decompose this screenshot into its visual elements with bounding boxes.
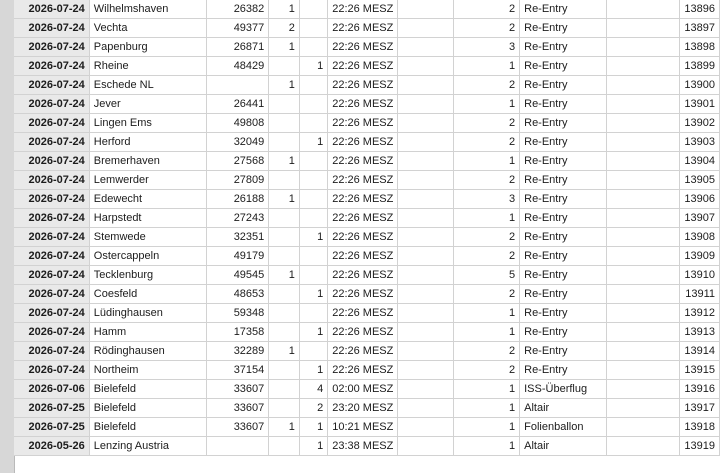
cell-place[interactable]: Edewecht	[89, 190, 206, 209]
cell-empty[interactable]	[398, 285, 454, 304]
cell-place[interactable]: Jever	[89, 95, 206, 114]
cell-time[interactable]: 22:26 MESZ	[328, 228, 398, 247]
cell-time[interactable]: 22:26 MESZ	[328, 342, 398, 361]
cell-count[interactable]: 2	[454, 76, 520, 95]
cell-empty[interactable]	[606, 19, 679, 38]
cell-count-b[interactable]	[299, 209, 327, 228]
cell-empty[interactable]	[606, 57, 679, 76]
cell-id[interactable]: 13913	[680, 323, 720, 342]
table-row	[14, 95, 720, 114]
cell-count[interactable]: 1	[454, 323, 520, 342]
table-row	[14, 19, 720, 38]
cell-postal-code[interactable]: 26871	[207, 38, 269, 57]
cell-empty[interactable]	[398, 228, 454, 247]
table-row	[14, 38, 720, 57]
table-row	[14, 342, 720, 361]
cell-empty[interactable]	[606, 190, 679, 209]
cell-count-b[interactable]	[299, 190, 327, 209]
cell-empty[interactable]	[606, 399, 679, 418]
cell-empty[interactable]	[398, 399, 454, 418]
cell-type[interactable]: Re-Entry	[520, 266, 607, 285]
cell-date[interactable]: 2026-07-24	[14, 190, 89, 209]
cell-place[interactable]: Bielefeld	[89, 399, 206, 418]
table-row	[14, 285, 720, 304]
cell-date[interactable]: 2026-07-24	[14, 133, 89, 152]
cell-empty[interactable]	[398, 152, 454, 171]
cell-date[interactable]: 2026-07-24	[14, 19, 89, 38]
cell-count-a[interactable]	[269, 304, 300, 323]
cell-time[interactable]: 22:26 MESZ	[328, 114, 398, 133]
cell-type[interactable]: Re-Entry	[520, 247, 607, 266]
cell-postal-code[interactable]: 33607	[207, 399, 269, 418]
cell-time[interactable]: 23:38 MESZ	[328, 437, 398, 456]
cell-postal-code[interactable]	[207, 76, 269, 95]
cell-place[interactable]: Hamm	[89, 323, 206, 342]
cell-type[interactable]: Re-Entry	[520, 152, 607, 171]
cell-time[interactable]: 02:00 MESZ	[328, 380, 398, 399]
cell-empty[interactable]	[606, 133, 679, 152]
cell-empty[interactable]	[398, 114, 454, 133]
cell-date[interactable]: 2026-07-24	[14, 304, 89, 323]
cell-empty[interactable]	[606, 152, 679, 171]
cell-id[interactable]: 13917	[680, 399, 720, 418]
cell-id[interactable]: 13898	[680, 38, 720, 57]
cell-time[interactable]: 22:26 MESZ	[328, 171, 398, 190]
cell-time[interactable]: 22:26 MESZ	[328, 190, 398, 209]
cell-count-b[interactable]: 1	[299, 361, 327, 380]
cell-count[interactable]: 1	[454, 399, 520, 418]
cell-count[interactable]: 1	[454, 152, 520, 171]
cell-postal-code[interactable]: 49545	[207, 266, 269, 285]
cell-count[interactable]: 1	[454, 380, 520, 399]
cell-place[interactable]: Rödinghausen	[89, 342, 206, 361]
cell-id[interactable]: 13896	[680, 0, 720, 19]
cell-type[interactable]: Re-Entry	[520, 361, 607, 380]
cell-count-a[interactable]	[269, 323, 300, 342]
cell-postal-code[interactable]: 32289	[207, 342, 269, 361]
cell-id[interactable]: 13901	[680, 95, 720, 114]
cell-count-a[interactable]	[269, 285, 300, 304]
cell-count-b[interactable]	[299, 76, 327, 95]
cell-count[interactable]: 1	[454, 209, 520, 228]
cell-empty[interactable]	[606, 285, 679, 304]
cell-empty[interactable]	[398, 19, 454, 38]
cell-empty[interactable]	[398, 304, 454, 323]
cell-empty[interactable]	[606, 342, 679, 361]
cell-count-b[interactable]	[299, 114, 327, 133]
cell-empty[interactable]	[398, 266, 454, 285]
cell-date[interactable]: 2026-07-24	[14, 152, 89, 171]
cell-postal-code[interactable]: 27809	[207, 171, 269, 190]
cell-id[interactable]: 13909	[680, 247, 720, 266]
cell-count-b[interactable]: 1	[299, 437, 327, 456]
cell-type[interactable]: Re-Entry	[520, 0, 607, 19]
cell-count-b[interactable]: 4	[299, 380, 327, 399]
table-row	[14, 228, 720, 247]
cell-date[interactable]: 2026-07-24	[14, 57, 89, 76]
cell-postal-code[interactable]	[207, 437, 269, 456]
cell-count[interactable]: 2	[454, 285, 520, 304]
cell-count[interactable]: 2	[454, 342, 520, 361]
cell-empty[interactable]	[398, 247, 454, 266]
cell-count[interactable]: 2	[454, 133, 520, 152]
cell-place[interactable]: Herford	[89, 133, 206, 152]
cell-type[interactable]: Re-Entry	[520, 342, 607, 361]
table-row	[14, 133, 720, 152]
cell-count[interactable]: 2	[454, 114, 520, 133]
cell-id[interactable]: 13916	[680, 380, 720, 399]
table-row	[14, 114, 720, 133]
cell-time[interactable]: 22:26 MESZ	[328, 19, 398, 38]
cell-place[interactable]: Lingen Ems	[89, 114, 206, 133]
cell-empty[interactable]	[606, 418, 679, 437]
cell-count-b[interactable]	[299, 342, 327, 361]
cell-id[interactable]: 13908	[680, 228, 720, 247]
cell-place[interactable]: Wilhelmshaven	[89, 0, 206, 19]
table-row	[14, 152, 720, 171]
cell-empty[interactable]	[398, 38, 454, 57]
cell-count-b[interactable]: 1	[299, 133, 327, 152]
data-grid	[14, 0, 720, 456]
cell-count-a[interactable]	[269, 114, 300, 133]
cell-date[interactable]: 2026-07-24	[14, 247, 89, 266]
cell-time[interactable]: 22:26 MESZ	[328, 152, 398, 171]
table-row	[14, 209, 720, 228]
cell-id[interactable]: 13899	[680, 57, 720, 76]
cell-id[interactable]: 13900	[680, 76, 720, 95]
cell-type[interactable]: Re-Entry	[520, 133, 607, 152]
cell-time[interactable]: 22:26 MESZ	[328, 133, 398, 152]
cell-place[interactable]: Eschede NL	[89, 76, 206, 95]
cell-place[interactable]: Stemwede	[89, 228, 206, 247]
cell-count-b[interactable]	[299, 38, 327, 57]
cell-time[interactable]: 22:26 MESZ	[328, 209, 398, 228]
cell-postal-code[interactable]: 59348	[207, 304, 269, 323]
cell-count-b[interactable]	[299, 152, 327, 171]
table-row	[14, 57, 720, 76]
cell-type[interactable]: Re-Entry	[520, 19, 607, 38]
cell-empty[interactable]	[398, 0, 454, 19]
cell-count-a[interactable]	[269, 247, 300, 266]
cell-count-a[interactable]: 1	[269, 342, 300, 361]
cell-empty[interactable]	[606, 114, 679, 133]
cell-postal-code[interactable]: 49179	[207, 247, 269, 266]
cell-id[interactable]: 13906	[680, 190, 720, 209]
cell-empty[interactable]	[606, 228, 679, 247]
cell-count-a[interactable]	[269, 437, 300, 456]
cell-id[interactable]: 13910	[680, 266, 720, 285]
cell-date[interactable]: 2026-07-24	[14, 171, 89, 190]
cell-empty[interactable]	[606, 95, 679, 114]
cell-count-b[interactable]	[299, 19, 327, 38]
cell-empty[interactable]	[398, 57, 454, 76]
cell-time[interactable]: 22:26 MESZ	[328, 38, 398, 57]
cell-place[interactable]: Tecklenburg	[89, 266, 206, 285]
cell-type[interactable]: Re-Entry	[520, 38, 607, 57]
cell-date[interactable]: 2026-07-24	[14, 0, 89, 19]
cell-empty[interactable]	[606, 38, 679, 57]
cell-empty[interactable]	[398, 171, 454, 190]
cell-empty[interactable]	[398, 418, 454, 437]
cell-id[interactable]: 13905	[680, 171, 720, 190]
cell-count[interactable]: 2	[454, 361, 520, 380]
cell-count-a[interactable]: 1	[269, 38, 300, 57]
cell-empty[interactable]	[606, 76, 679, 95]
cell-time[interactable]: 22:26 MESZ	[328, 57, 398, 76]
cell-date[interactable]: 2026-07-24	[14, 361, 89, 380]
cell-place[interactable]: Bielefeld	[89, 380, 206, 399]
cell-type[interactable]: Altair	[520, 399, 607, 418]
cell-date[interactable]: 2026-05-26	[14, 437, 89, 456]
cell-count[interactable]: 1	[454, 437, 520, 456]
cell-place[interactable]: Bielefeld	[89, 418, 206, 437]
cell-id[interactable]: 13897	[680, 19, 720, 38]
cell-count-a[interactable]: 1	[269, 152, 300, 171]
cell-postal-code[interactable]: 26188	[207, 190, 269, 209]
cell-empty[interactable]	[398, 380, 454, 399]
cell-date[interactable]: 2026-07-24	[14, 38, 89, 57]
cell-type[interactable]: Re-Entry	[520, 171, 607, 190]
cell-time[interactable]: 22:26 MESZ	[328, 76, 398, 95]
cell-count-a[interactable]	[269, 209, 300, 228]
cell-date[interactable]: 2026-07-06	[14, 380, 89, 399]
cell-empty[interactable]	[398, 323, 454, 342]
cell-count[interactable]: 1	[454, 57, 520, 76]
cell-date[interactable]: 2026-07-24	[14, 323, 89, 342]
cell-count[interactable]: 1	[454, 304, 520, 323]
cell-count-a[interactable]	[269, 133, 300, 152]
cell-id[interactable]: 13903	[680, 133, 720, 152]
cell-time[interactable]: 23:20 MESZ	[328, 399, 398, 418]
table-row	[14, 437, 720, 456]
cell-empty[interactable]	[606, 171, 679, 190]
cell-postal-code[interactable]: 49377	[207, 19, 269, 38]
cell-time[interactable]: 22:26 MESZ	[328, 304, 398, 323]
cell-type[interactable]: Re-Entry	[520, 114, 607, 133]
cell-type[interactable]: Re-Entry	[520, 190, 607, 209]
cell-empty[interactable]	[398, 342, 454, 361]
cell-count-b[interactable]	[299, 171, 327, 190]
cell-date[interactable]: 2026-07-25	[14, 418, 89, 437]
cell-count-a[interactable]: 1	[269, 76, 300, 95]
cell-count-a[interactable]	[269, 171, 300, 190]
cell-type[interactable]: Re-Entry	[520, 95, 607, 114]
cell-place[interactable]: Papenburg	[89, 38, 206, 57]
cell-count-a[interactable]: 1	[269, 0, 300, 19]
cell-type[interactable]: Re-Entry	[520, 285, 607, 304]
cell-time[interactable]: 10:21 MESZ	[328, 418, 398, 437]
cell-id[interactable]: 13912	[680, 304, 720, 323]
cell-count-b[interactable]: 1	[299, 418, 327, 437]
cell-count[interactable]: 5	[454, 266, 520, 285]
cell-id[interactable]: 13911	[680, 285, 720, 304]
table-row	[14, 0, 720, 19]
cell-count-a[interactable]	[269, 399, 300, 418]
cell-date[interactable]: 2026-07-24	[14, 228, 89, 247]
cell-place[interactable]: Lenzing Austria	[89, 437, 206, 456]
cell-type[interactable]: ISS-Überflug	[520, 380, 607, 399]
cell-postal-code[interactable]: 26441	[207, 95, 269, 114]
cell-count[interactable]: 1	[454, 95, 520, 114]
cell-place[interactable]: Lemwerder	[89, 171, 206, 190]
cell-empty[interactable]	[606, 437, 679, 456]
cell-date[interactable]: 2026-07-25	[14, 399, 89, 418]
cell-count-b[interactable]: 1	[299, 323, 327, 342]
cell-date[interactable]: 2026-07-24	[14, 285, 89, 304]
cell-time[interactable]: 22:26 MESZ	[328, 247, 398, 266]
cell-type[interactable]: Re-Entry	[520, 228, 607, 247]
cell-count-b[interactable]: 1	[299, 57, 327, 76]
cell-time[interactable]: 22:26 MESZ	[328, 266, 398, 285]
cell-postal-code[interactable]: 48429	[207, 57, 269, 76]
cell-empty[interactable]	[606, 247, 679, 266]
cell-empty[interactable]	[398, 437, 454, 456]
cell-time[interactable]: 22:26 MESZ	[328, 95, 398, 114]
cell-postal-code[interactable]: 27243	[207, 209, 269, 228]
cell-date[interactable]: 2026-07-24	[14, 76, 89, 95]
cell-type[interactable]: Re-Entry	[520, 323, 607, 342]
cell-id[interactable]: 13902	[680, 114, 720, 133]
cell-empty[interactable]	[398, 76, 454, 95]
cell-postal-code[interactable]: 33607	[207, 418, 269, 437]
cell-count-a[interactable]: 1	[269, 266, 300, 285]
cell-empty[interactable]	[606, 380, 679, 399]
cell-count[interactable]: 2	[454, 228, 520, 247]
cell-place[interactable]: Northeim	[89, 361, 206, 380]
cell-postal-code[interactable]: 32351	[207, 228, 269, 247]
cell-date[interactable]: 2026-07-24	[14, 114, 89, 133]
cell-type[interactable]: Re-Entry	[520, 304, 607, 323]
cell-empty[interactable]	[606, 209, 679, 228]
table-row	[14, 76, 720, 95]
cell-id[interactable]: 13907	[680, 209, 720, 228]
cell-date[interactable]: 2026-07-24	[14, 209, 89, 228]
cell-time[interactable]: 22:26 MESZ	[328, 323, 398, 342]
table-row	[14, 171, 720, 190]
cell-count-b[interactable]: 2	[299, 399, 327, 418]
cell-empty[interactable]	[398, 361, 454, 380]
cell-count[interactable]: 3	[454, 38, 520, 57]
cell-empty[interactable]	[606, 323, 679, 342]
cell-empty[interactable]	[606, 266, 679, 285]
cell-count-a[interactable]: 1	[269, 418, 300, 437]
cell-empty[interactable]	[398, 209, 454, 228]
cell-empty[interactable]	[398, 133, 454, 152]
cell-postal-code[interactable]: 33607	[207, 380, 269, 399]
cell-postal-code[interactable]: 49808	[207, 114, 269, 133]
cell-count-a[interactable]	[269, 361, 300, 380]
table-row	[14, 266, 720, 285]
cell-count-b[interactable]	[299, 304, 327, 323]
cell-postal-code[interactable]: 27568	[207, 152, 269, 171]
cell-count-b[interactable]: 1	[299, 285, 327, 304]
cell-count-b[interactable]	[299, 95, 327, 114]
cell-type[interactable]: Re-Entry	[520, 57, 607, 76]
cell-place[interactable]: Ostercappeln	[89, 247, 206, 266]
table-row	[14, 418, 720, 437]
table-row	[14, 190, 720, 209]
cell-place[interactable]: Rheine	[89, 57, 206, 76]
table-row	[14, 323, 720, 342]
cell-place[interactable]: Vechta	[89, 19, 206, 38]
cell-id[interactable]: 13919	[680, 437, 720, 456]
cell-count[interactable]: 2	[454, 0, 520, 19]
cell-count-a[interactable]: 1	[269, 190, 300, 209]
cell-id[interactable]: 13904	[680, 152, 720, 171]
cell-postal-code[interactable]: 26382	[207, 0, 269, 19]
cell-id[interactable]: 13918	[680, 418, 720, 437]
cell-date[interactable]: 2026-07-24	[14, 95, 89, 114]
table-row	[14, 380, 720, 399]
cell-place[interactable]: Bremerhaven	[89, 152, 206, 171]
cell-count-a[interactable]	[269, 228, 300, 247]
cell-empty[interactable]	[606, 0, 679, 19]
cell-count-b[interactable]	[299, 247, 327, 266]
cell-count[interactable]: 1	[454, 418, 520, 437]
cell-count-b[interactable]: 1	[299, 228, 327, 247]
cell-empty[interactable]	[606, 304, 679, 323]
cell-postal-code[interactable]: 32049	[207, 133, 269, 152]
cell-time[interactable]: 22:26 MESZ	[328, 285, 398, 304]
cell-empty[interactable]	[398, 95, 454, 114]
cell-place[interactable]: Lüdinghausen	[89, 304, 206, 323]
cell-type[interactable]: Re-Entry	[520, 209, 607, 228]
cell-postal-code[interactable]: 17358	[207, 323, 269, 342]
table-row	[14, 361, 720, 380]
cell-time[interactable]: 22:26 MESZ	[328, 361, 398, 380]
cell-count-b[interactable]	[299, 266, 327, 285]
cell-postal-code[interactable]: 48653	[207, 285, 269, 304]
cell-date[interactable]: 2026-07-24	[14, 266, 89, 285]
cell-count-a[interactable]	[269, 380, 300, 399]
cell-count-b[interactable]	[299, 0, 327, 19]
cell-empty[interactable]	[398, 190, 454, 209]
cell-count-a[interactable]: 2	[269, 19, 300, 38]
cell-id[interactable]: 13915	[680, 361, 720, 380]
cell-place[interactable]: Harpstedt	[89, 209, 206, 228]
cell-date[interactable]: 2026-07-24	[14, 342, 89, 361]
cell-count[interactable]: 3	[454, 190, 520, 209]
cell-id[interactable]: 13914	[680, 342, 720, 361]
table-row	[14, 304, 720, 323]
cell-type[interactable]: Altair	[520, 437, 607, 456]
cell-place[interactable]: Coesfeld	[89, 285, 206, 304]
cell-count-a[interactable]	[269, 95, 300, 114]
cell-count[interactable]: 2	[454, 247, 520, 266]
cell-count[interactable]: 2	[454, 171, 520, 190]
cell-count-a[interactable]	[269, 57, 300, 76]
cell-count[interactable]: 2	[454, 19, 520, 38]
table-row	[14, 247, 720, 266]
row-header-gutter[interactable]	[0, 0, 15, 473]
cell-type[interactable]: Folienballon	[520, 418, 607, 437]
table-row	[14, 399, 720, 418]
cell-postal-code[interactable]: 37154	[207, 361, 269, 380]
cell-empty[interactable]	[606, 361, 679, 380]
cell-type[interactable]: Re-Entry	[520, 76, 607, 95]
cell-time[interactable]: 22:26 MESZ	[328, 0, 398, 19]
